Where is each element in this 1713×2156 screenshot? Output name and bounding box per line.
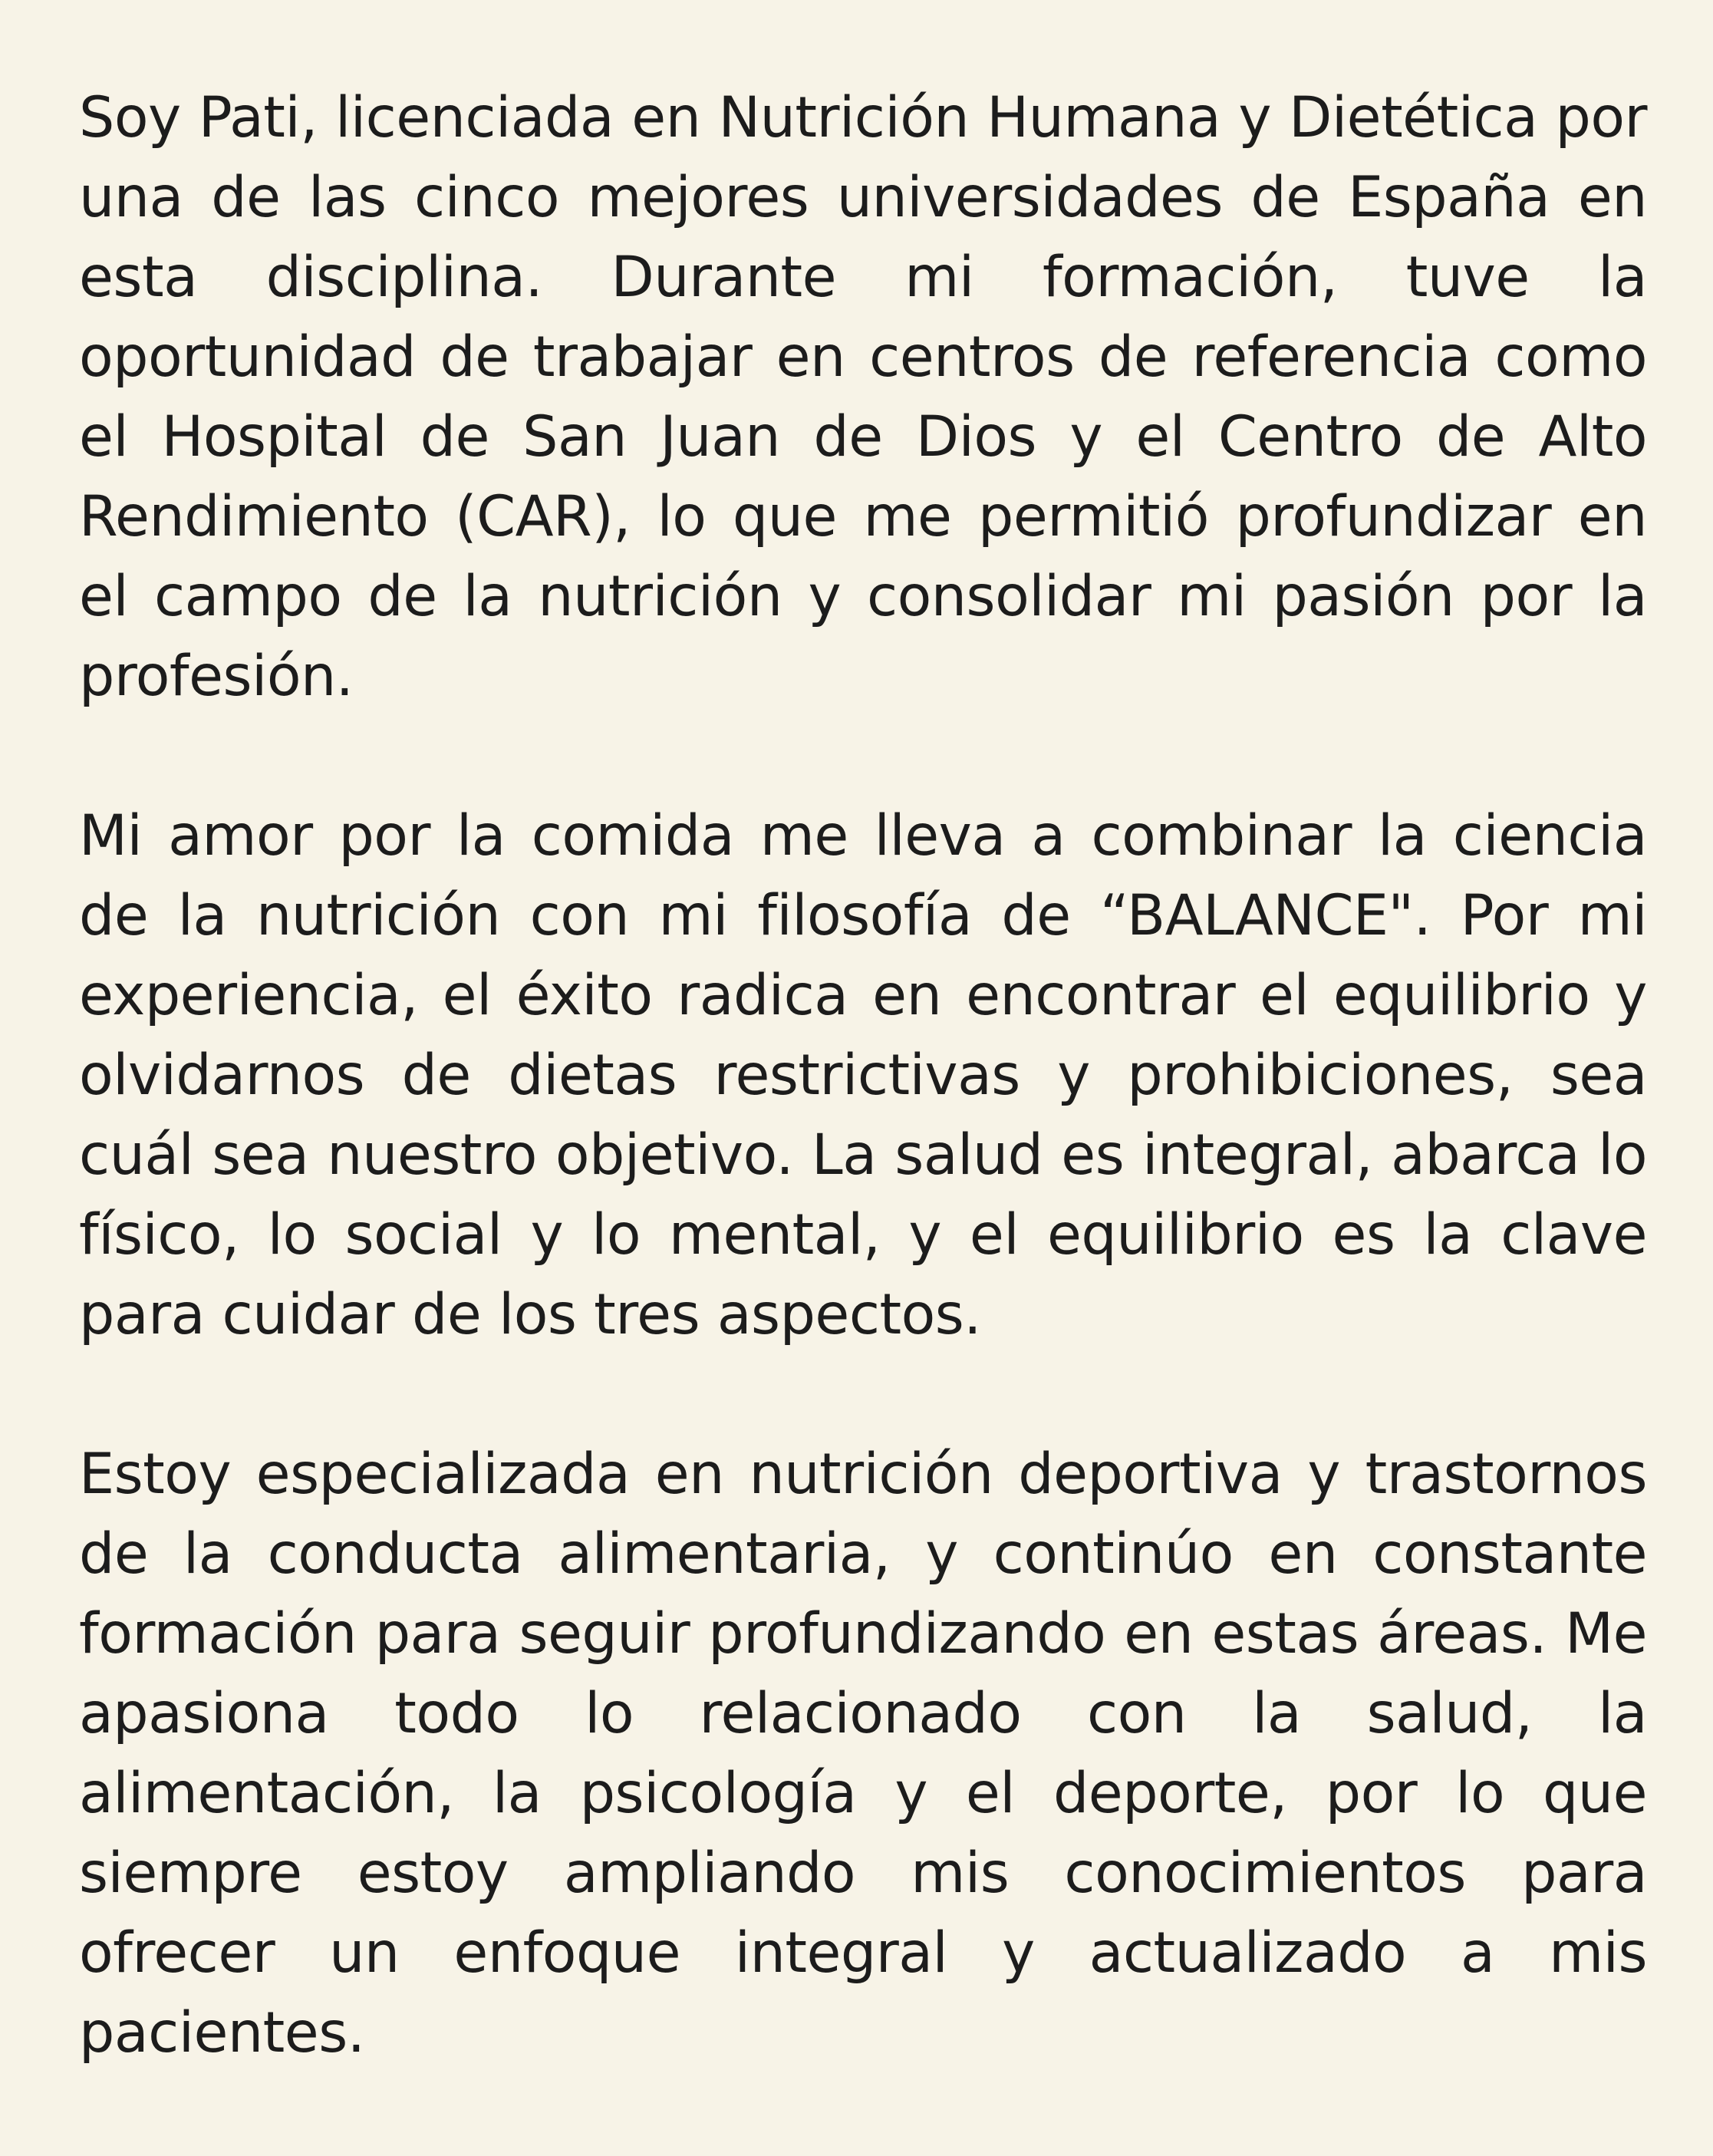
bio-paragraph-specialization: Estoy especializada en nutrición deportiva y trastornos de la conducta alimentaria, y continúo en constante formación para seguir profundizando en estas áreas. Me apasiona todo lo relacionado con la salud, la alimentación, la psicología y el deporte, por lo que siempre estoy ampliando mis conocimientos para ofrecer un enfoque integral y actualizado a mis pacientes. [79, 1442, 1647, 2065]
bio-paragraph-philosophy: Mi amor por la comida me lleva a combinar la ciencia de la nutrición con mi filosofía de “BALANCE". Por mi experiencia, el éxito radica en encontrar el equilibrio y olvidarnos de dietas restrictivas y prohibiciones, sea cuál sea nuestro objetivo. La salud es integral, abarca lo físico, lo social y lo mental, y el equilibrio es la clave para cuidar de los tres aspectos. [79, 803, 1647, 1347]
bio-paragraph-education: Soy Pati, licenciada en Nutrición Humana y Dietética por una de las cinco mejores universidades de España en esta disciplina. Durante mi formación, tuve la oportunidad de trabajar en centros de referencia como el Hospital de San Juan de Dios y el Centro de Alto Rendimiento (CAR), lo que me permitió profundizar en el campo de la nutrición y consolidar mi pasión por la profesión. [79, 85, 1647, 709]
